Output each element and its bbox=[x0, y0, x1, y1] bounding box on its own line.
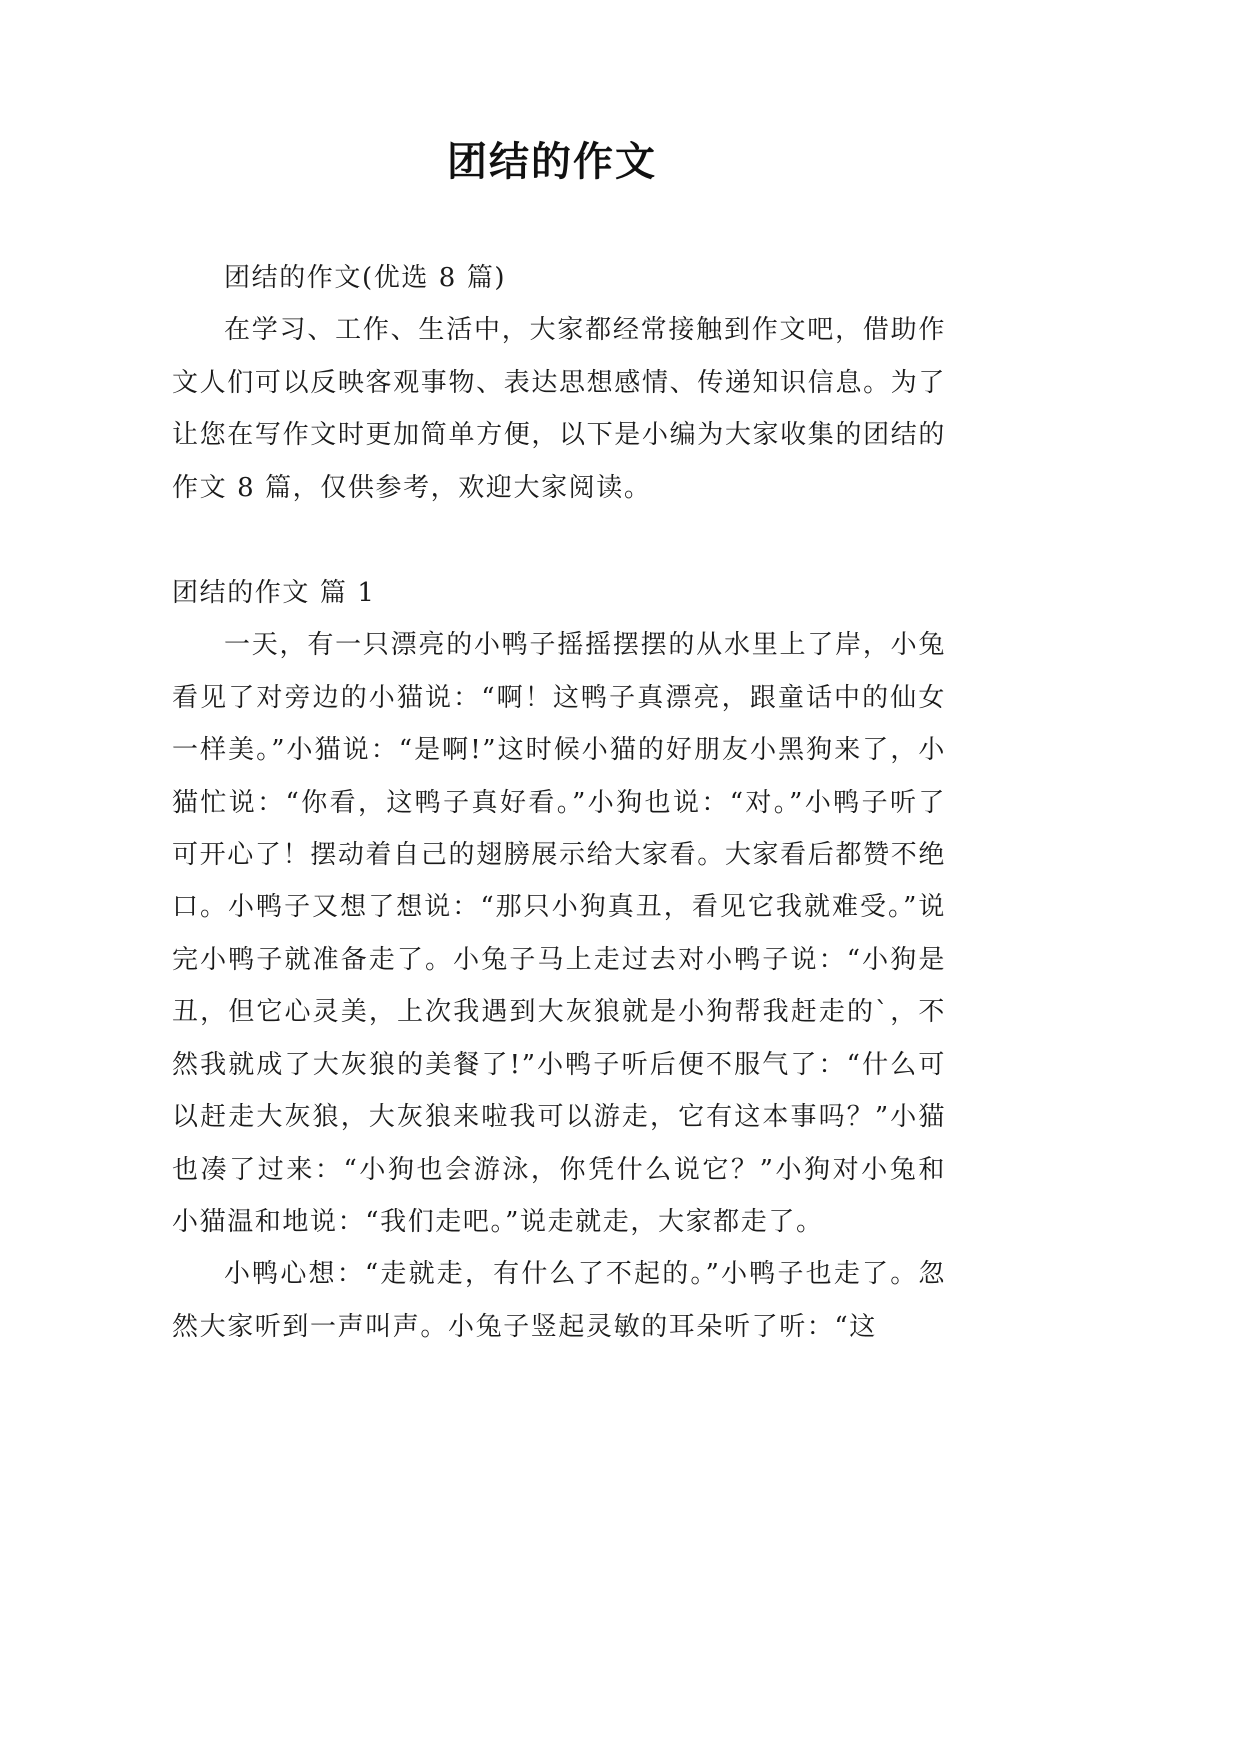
document-subtitle: 团结的作文(优选 8 篇) bbox=[224, 263, 507, 293]
section-spacer bbox=[172, 514, 946, 567]
body-paragraph: 小鸭心想：“走就走，有什么了不起的。”小鸭子也走了。忽然大家听到一声叫声。小兔子竖起灵敏的耳朵听了听：“这 bbox=[172, 1259, 946, 1342]
body-paragraph: 一天，有一只漂亮的小鸭子摇摇摆摆的从水里上了岸，小兔看见了对旁边的小猫说：“啊！这鸭子真漂亮，跟童话中的仙女一样美。”小猫说：“是啊!”这时候小猫的好朋友小黑狗来了，小猫忙说：“你看，这鸭子真好看。”小狗也说：“对。”小鸭子听了可开心了！摆动着自己的翅膀展示给大家看。大家看后都赞不绝口。小鸭子又想了想说：“那只小狗真丑，看见它我就难受。”说完小鸭子就准备走了。小兔子马上走过去对小鸭子说：“小狗是丑，但它心灵美，上次我遇到大灰狼就是小狗帮我赶走的`，不然我就成了大灰狼的美餐了!”小鸭子听后便不服气了：“什么可以赶走大灰狼，大灰狼来啦我可以游走，它有这本事吗？”小猫也凑了过来：“小狗也会游泳，你凭什么说它？”小狗对小兔和小猫温和地说：“我们走吧。”说走就走，大家都走了。 bbox=[172, 630, 946, 1237]
document-title: 团结的作文 bbox=[447, 139, 657, 185]
intro-paragraph: 在学习、工作、生活中，大家都经常接触到作文吧，借助作文人们可以反映客观事物、表达思想感情、传递知识信息。为了让您在写作文时更加简单方便，以下是小编为大家收集的团结的作文 8 篇，仅供参考，欢迎大家阅读。 bbox=[172, 315, 946, 503]
section-heading: 团结的作文 篇 1 bbox=[172, 578, 376, 609]
document-body bbox=[172, 252, 946, 1353]
